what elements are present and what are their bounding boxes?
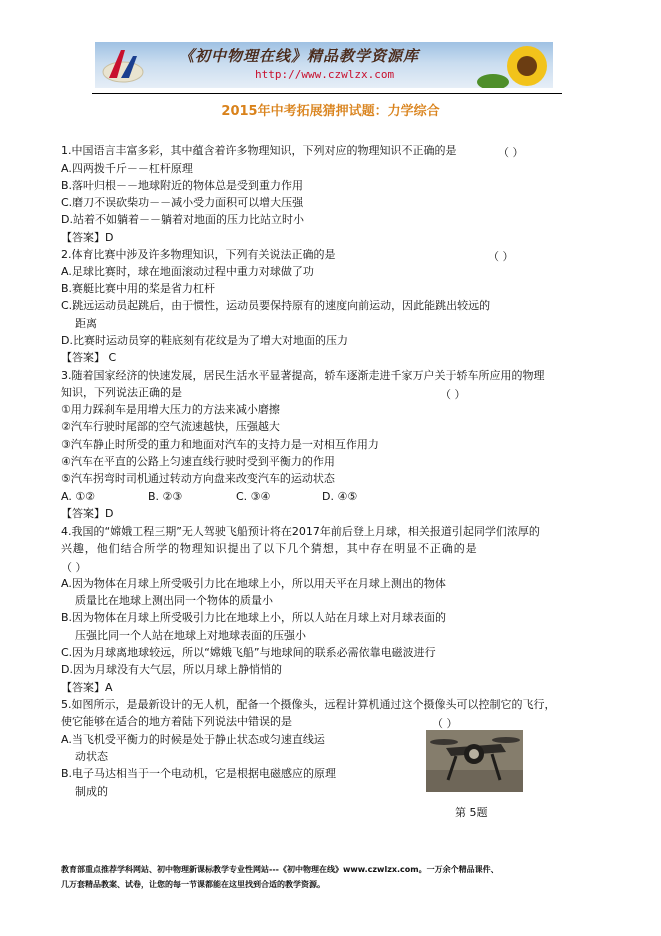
q4-stem-cont: 兴趣，他们结合所学的物理知识提出了以下几个猜想，其中存在明显不正确的是 xyxy=(61,542,478,555)
q3-option-b: B. ②③ xyxy=(148,490,183,503)
q2-option-a: A.足球比赛时，球在地面滚动过程中重力对球做了功 xyxy=(61,265,314,278)
q5-option-b: B.电子马达相当于一个电动机，它是根据电磁感应的原理 xyxy=(61,767,337,780)
q5-stem: 5.如图所示，是最新设计的无人机，配备一个摄像头，远程计算机通过这个摄像头可以控制它的飞行， xyxy=(61,698,556,711)
q1-option-d: D.站着不如躺着－－躺着对地面的压力比站立时小 xyxy=(61,213,304,226)
q3-statement-1: ①用力踩刹车是用增大压力的方法来减小磨擦 xyxy=(61,403,280,416)
q1-option-a: A.四两拨千斤－－杠杆原理 xyxy=(61,162,193,175)
q3-option-d: D. ④⑤ xyxy=(322,490,358,503)
q1-option-b: B.落叶归根－－地球附近的物体总是受到重力作用 xyxy=(61,179,304,192)
q3-statement-3: ③汽车静止时所受的重力和地面对汽车的支持力是一对相互作用力 xyxy=(61,438,379,451)
banner-title: 《初中物理在线》精品教学资源库 xyxy=(179,47,420,65)
q2-option-c-cont: 距离 xyxy=(75,317,97,330)
q3-option-a: A. ①② xyxy=(61,490,96,503)
q3-stem-cont: 知识，下列说法正确的是 xyxy=(61,386,182,399)
q2-answer: 【答案】 C xyxy=(61,351,117,364)
page-title: 2015年中考拓展猜押试题：力学综合 xyxy=(221,104,440,119)
q2-option-b: B.赛艇比赛中用的桨是省力杠杆 xyxy=(61,282,216,295)
drone-icon xyxy=(426,730,523,792)
q5-stem-cont: 使它能够在适合的地方着陆下列说法中错误的是 xyxy=(61,715,292,728)
q1-answer: 【答案】D xyxy=(61,231,114,244)
q5-answer-blank: （ ） xyxy=(432,717,458,730)
q4-option-a: A.因为物体在月球上所受吸引力比在地球上小，所以用天平在月球上测出的物体 xyxy=(61,577,446,590)
q2-stem: 2.体育比赛中涉及许多物理知识，下列有关说法正确的是 xyxy=(61,248,336,261)
q2-option-d: D.比赛时运动员穿的鞋底刻有花纹是为了增大对地面的压力 xyxy=(61,334,348,347)
q4-option-b: B.因为物体在月球上所受吸引力比在地球上小，所以人站在月球上对月球表面的 xyxy=(61,611,447,624)
q3-statement-2: ②汽车行驶时尾部的空气流速越快，压强越大 xyxy=(61,420,280,433)
q3-answer: 【答案】D xyxy=(61,507,114,520)
q4-answer-blank: （ ） xyxy=(61,561,87,574)
figure-caption: 第 5题 xyxy=(455,806,488,819)
drone-photo xyxy=(426,730,523,792)
q4-stem: 4.我国的“嫦娥工程三期”无人驾驶飞船预计将在2017年前后登上月球，相关报道引起同学们浓厚的 xyxy=(61,525,540,538)
q4-answer: 【答案】A xyxy=(61,681,113,694)
q3-option-c: C. ③④ xyxy=(236,490,271,503)
footer-line-1: 教育部重点推荐学科网站、初中物理新课标教学专业性网站---《初中物理在线》www.czwlzx.com。一万余个精品课件、 xyxy=(61,865,499,874)
q4-option-b-cont: 压强比同一个人站在地球上对地球表面的压强小 xyxy=(75,629,306,642)
q4-option-a-cont: 质量比在地球上测出同一个物体的质量小 xyxy=(75,594,273,607)
header-rule xyxy=(92,93,562,94)
q3-answer-blank: （ ） xyxy=(440,388,466,401)
banner-url: http://www.czwlzx.com xyxy=(255,68,395,81)
q2-option-c: C.跳远运动员起跳后，由于惯性，运动员要保持原有的速度向前运动，因此能跳出较远的 xyxy=(61,299,491,312)
q1-answer-blank: （ ） xyxy=(498,146,524,159)
footer-line-2: 几万套精品教案、试卷，让您的每一节课都能在这里找到合适的教学资源。 xyxy=(61,880,325,889)
q5-option-a-cont: 动状态 xyxy=(75,750,108,763)
q5-option-a: A.当飞机受平衡力的时候是处于静止状态或匀速直线运 xyxy=(61,733,325,746)
q3-stem: 3.随着国家经济的快速发展，居民生活水平显著提高，轿车逐渐走进千家万户关于轿车所应用的物理 xyxy=(61,369,545,382)
q2-answer-blank: （ ） xyxy=(488,250,514,263)
sunflower-icon xyxy=(477,46,547,88)
q1-stem: 1.中国语言丰富多彩，其中蕴含着许多物理知识，下列对应的物理知识不正确的是 xyxy=(61,144,457,157)
q3-statement-5: ⑤汽车拐弯时司机通过转动方向盘来改变汽车的运动状态 xyxy=(61,472,335,485)
q4-option-c: C.因为月球离地球较远，所以“嫦娥飞船”与地球间的联系必需依靠电磁波进行 xyxy=(61,646,436,659)
q4-option-d: D.因为月球没有大气层，所以月球上静悄悄的 xyxy=(61,663,282,676)
logo-icon xyxy=(103,62,143,82)
q5-option-b-cont: 制成的 xyxy=(75,785,108,798)
q1-option-c: C.磨刀不误砍柴功－－减小受力面积可以增大压强 xyxy=(61,196,304,209)
header-banner xyxy=(95,42,553,88)
q3-statement-4: ④汽车在平直的公路上匀速直线行驶时受到平衡力的作用 xyxy=(61,455,335,468)
